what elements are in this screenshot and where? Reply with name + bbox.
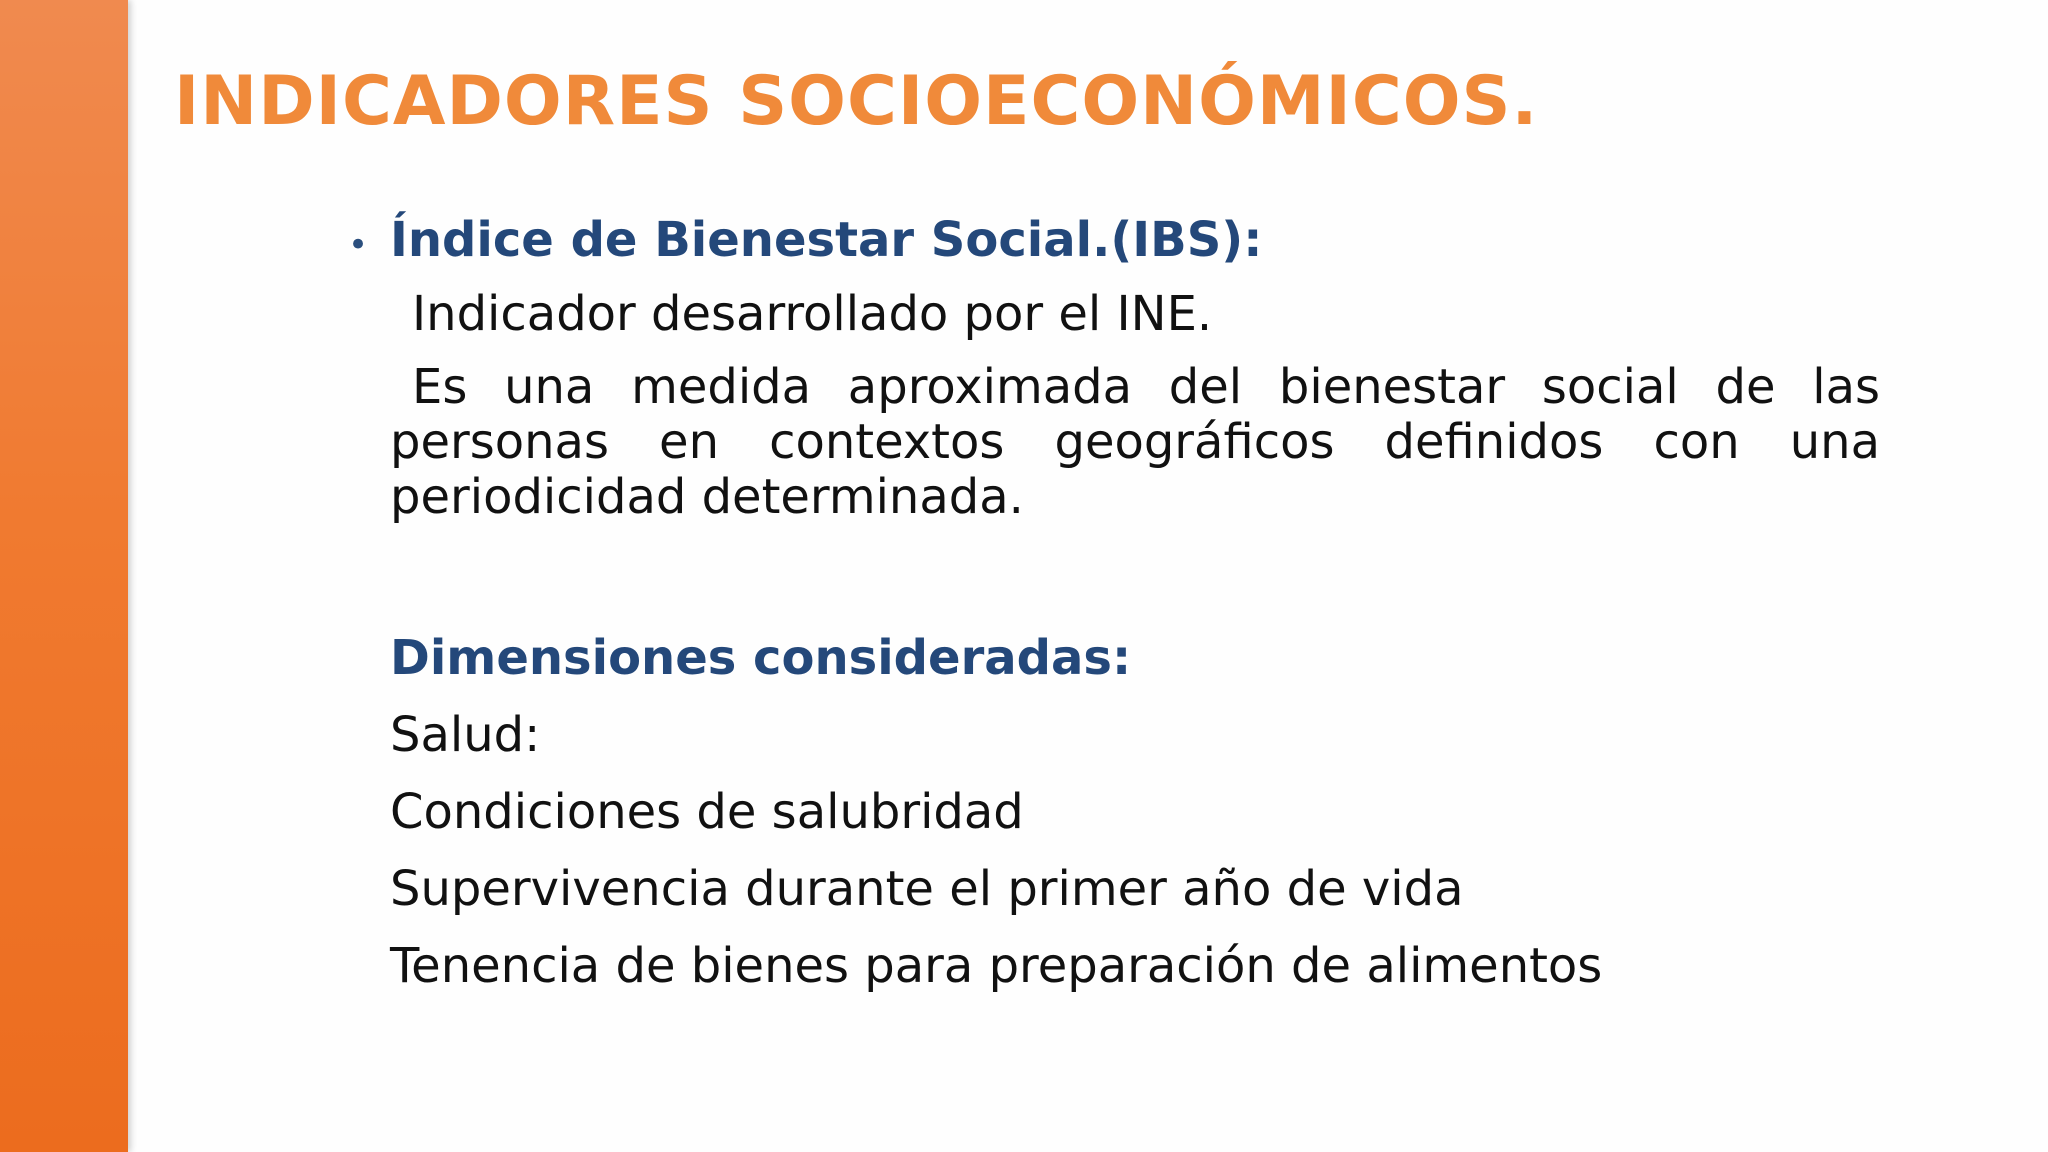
ibs-heading-row bbox=[348, 212, 1880, 278]
slide-title: INDICADORES SOCIOECONÓMICOS. bbox=[174, 62, 1539, 141]
ibs-paragraph bbox=[390, 360, 1880, 525]
orange-side-bar bbox=[0, 0, 128, 1152]
dimension-item: Supervivencia durante el primer año de vida bbox=[390, 861, 1464, 917]
dimensions-section bbox=[390, 623, 1880, 1005]
dimension-item: Condiciones de salubridad bbox=[390, 784, 1024, 840]
ibs-description-line: Indicador desarrollado por el INE. bbox=[412, 286, 1213, 342]
ibs-paragraph-text: Es una medida aproximada del bienestar social de las personas en contextos geográficos definidos con una periodicidad determinada. bbox=[390, 359, 1880, 525]
dimension-item: Salud: bbox=[390, 707, 541, 763]
dimensions-heading: Dimensiones consideradas: bbox=[390, 630, 1132, 686]
ibs-heading: Índice de Bienestar Social.(IBS): bbox=[390, 212, 1263, 268]
dimension-item: Tenencia de bienes para preparación de alimentos bbox=[390, 938, 1603, 994]
slide-content bbox=[348, 212, 1880, 1005]
bullet-icon: • bbox=[348, 225, 369, 265]
